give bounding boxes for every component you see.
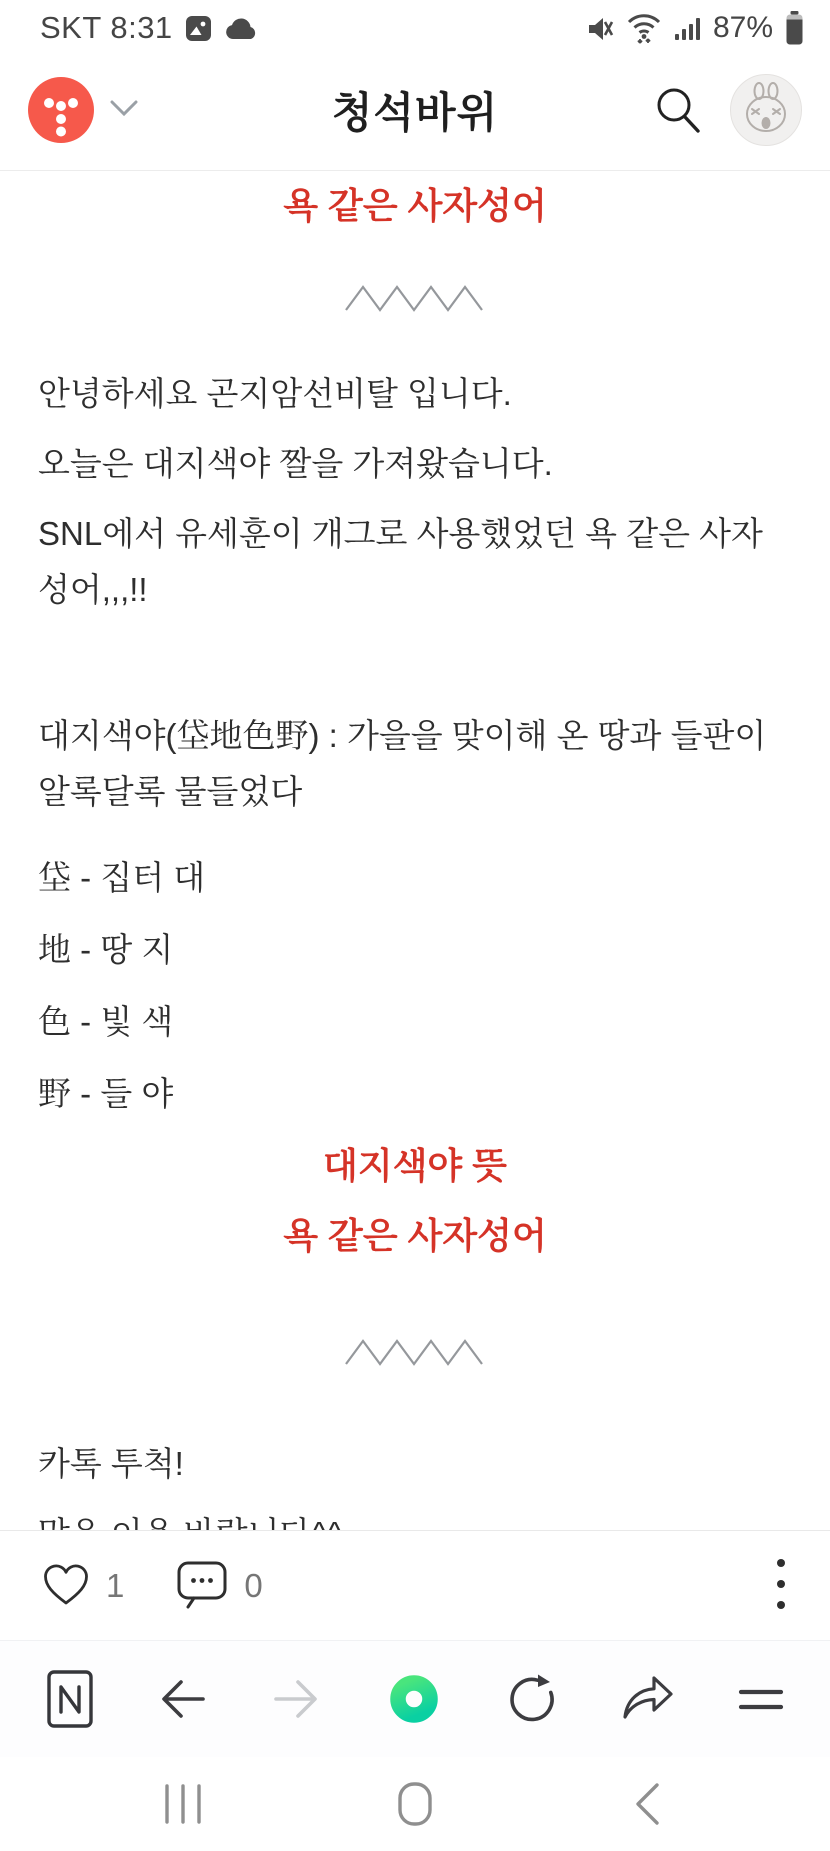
zigzag-divider [38,284,792,312]
post-paragraph: 안녕하세요 곤지암선비탈 입니다. [38,375,512,412]
signal-strength-icon [674,15,701,42]
home-button[interactable] [380,1781,450,1827]
carrier-time: SKT 8:31 [40,10,173,45]
menu-lines-icon [736,1679,786,1719]
search-button[interactable] [652,84,704,136]
profile-avatar[interactable] [730,74,802,146]
back-chevron-icon [632,1781,662,1827]
browser-toolbar [0,1640,830,1757]
share-button[interactable] [618,1673,676,1725]
back-arrow-icon [156,1674,210,1724]
status-bar [0,0,830,50]
refresh-button[interactable] [505,1672,559,1726]
post-paragraph: 대지색야(垈地色野) : 가을을 맞이해 온 땅과 들판이 알록달록 물들었다 [38,717,767,810]
engagement-bar [0,1530,830,1640]
tistory-logo-icon [28,77,94,143]
naver-n-icon [44,1668,96,1730]
post-content [0,172,830,1530]
kebab-menu-icon [776,1600,786,1615]
green-dot-icon [383,1667,445,1731]
more-options-button[interactable] [762,1550,800,1621]
comment-count: 0 [244,1566,263,1604]
recents-bars-icon [159,1781,207,1827]
heart-icon [42,1561,90,1610]
mute-icon [585,14,614,43]
blog-title: 청석바위 [331,89,499,136]
blog-switcher-button[interactable] [28,77,140,143]
chevron-down-icon [108,97,140,124]
back-button[interactable] [156,1674,210,1724]
cloud-icon [224,16,260,41]
post-heading-top: 욕 같은 사자성어 [283,185,547,226]
rabbit-character-icon [737,81,795,139]
image-notification-icon [185,15,212,42]
post-heading-mid-1: 대지색야 뜻 [323,1145,507,1186]
hanja-line: 色 - 빛 색 [38,1003,174,1040]
battery-icon [785,11,804,45]
post-paragraph: 오늘은 대지색야 짤을 가져왔습니다. [38,445,553,482]
forward-arrow-icon [269,1674,323,1724]
post-heading-mid-2: 욕 같은 사자성어 [283,1215,547,1256]
home-outline-icon [397,1781,433,1827]
system-navigation-bar [0,1757,830,1851]
hanja-line: 垈 - 집터 대 [38,859,206,896]
comment-button[interactable] [176,1559,262,1612]
share-forward-icon [618,1673,676,1725]
naver-app-button[interactable] [44,1668,96,1730]
refresh-icon [505,1672,559,1726]
zigzag-divider [38,1338,792,1366]
like-button[interactable] [42,1561,124,1610]
wifi-icon [626,12,662,44]
tabs-menu-button[interactable] [736,1679,786,1719]
back-nav-button[interactable] [612,1781,682,1827]
post-paragraph: SNL에서 유세훈이 개그로 사용했었던 욕 같은 사자성어,,,!! [38,515,763,608]
battery-percent: 87% [712,11,773,44]
hanja-line: 地 - 땅 지 [38,931,174,968]
naver-greendot-button[interactable] [383,1667,445,1731]
post-closing-line: 카톡 투척! [38,1445,184,1482]
app-bar [0,50,830,171]
hanja-line: 野 - 들 야 [38,1075,174,1112]
like-count: 1 [106,1566,125,1604]
recents-button[interactable] [148,1781,218,1827]
comment-bubble-icon [176,1559,228,1612]
forward-button[interactable] [269,1674,323,1724]
